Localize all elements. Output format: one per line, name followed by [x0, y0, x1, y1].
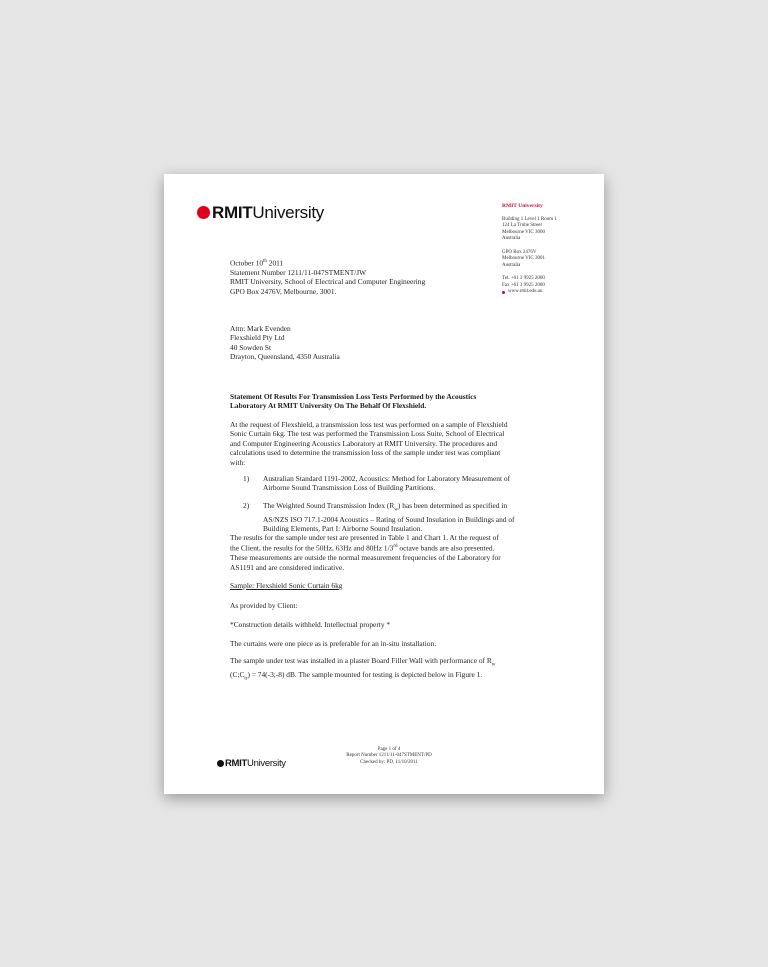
school-line: RMIT University, School of Electrical and Computer Engineering [230, 277, 426, 287]
list-item: 2) The Weighted Sound Transmission Index $(R_w)$ has been determined as specified in AS/NZS ISO 717.1-2004 Acoustics – Rating of Sound Insulation in Buildings and of Building Elements, Part I: Airborne Sound Insulation. [243, 500, 515, 534]
letter-page [164, 174, 604, 794]
sidebar-title: RMIT University [502, 203, 543, 209]
letter-date: October 10th 2011 [230, 258, 284, 268]
standards-list [230, 474, 542, 534]
sidebar-tel: Tel. +61 3 9925 2000 [502, 276, 545, 281]
company-line: Flexshield Pty Ltd [230, 333, 285, 343]
rmit-footer-logo: RMITUniversity [217, 759, 286, 769]
install-paragraph: The sample under test was installed in a plaster Board Filler Wall with performance of $R_w$ $(C;C_{tr})$ = 74(-3;-8) dB. The sample mounted for testing is depicted below in Figure 1. [230, 656, 496, 682]
city-line: Drayton, Queensland, 4350 Australia [230, 352, 340, 362]
list-item: 1) Australian Standard 1191-2002, Acoustics: Method for Laboratory Measurement of Airborne Sound Transmission Loss of Building Partitions. [243, 474, 511, 493]
sidebar-address-street: Building 1 Level 1 Room 1 124 La Trobe Street Melbourne VIC 3000 Australia [502, 216, 557, 241]
intro-paragraph: At the request of Flexshield, a transmission loss test was performed on a sample of Flexshield Sonic Curtain 6kg. The test was performed the Transmission Loss Suite, School of Electrical and Computer Engineering Acoustics Laboratory at RMIT University. The procedures and calculations used to determine the transmission loss of the sample under test was compliant with: [230, 420, 508, 467]
statement-number: Statement Number 1211/11-047STMENT/JW [230, 267, 367, 277]
gpo-line: GPO Box 2476V, Melbourne, 3001. [230, 286, 337, 296]
report-number: Report Number 1211/11-047STMENT/PD [346, 753, 432, 759]
recipient-block [230, 324, 542, 362]
letter-header [230, 257, 542, 296]
logo-dot-icon [197, 206, 210, 219]
page-number: Page 1 of 4 [377, 747, 401, 752]
logo-dot-icon [217, 760, 224, 767]
curtains-line: The curtains were one piece as is preferable for an in-situ installation. [230, 639, 437, 648]
checked-by: Checked by: PD, 11/10/2011 [360, 759, 418, 765]
street-line: 40 Sowden St [230, 342, 272, 352]
statement-heading: Statement Of Results For Transmission Loss Tests Performed by the Acoustics Laboratory At RMIT University On The Behalf Of Flexshield. [230, 392, 477, 411]
page-footer [334, 747, 444, 766]
sample-label: Sample: Flexshield Sonic Curtain 6kg [230, 581, 343, 590]
attn-line: Attn: Mark Evenden [230, 324, 291, 333]
construction-line: *Construction details withheld. Intellectual property * [230, 620, 391, 629]
results-paragraph: The results for the sample under test are presented in Table 1 and Chart 1. At the request of the Client, the results for the 50Hz, 63Hz and 80Hz 1/3rd octave bands are also presented. These measurements are outside the normal measurement frequencies of the Laboratory for AS1191 and are considered indicative. [230, 533, 501, 572]
provided-line: As provided by Client: [230, 601, 298, 610]
sidebar-fax: Fax +61 3 9925 2000 [502, 282, 545, 288]
sidebar-web[interactable]: www.rmit.edu.au [502, 289, 598, 296]
sidebar-address-postal: GPO Box 2476V Melbourne VIC 3001 Australia [502, 249, 545, 268]
rmit-logo: RMITUniversity [197, 204, 324, 221]
